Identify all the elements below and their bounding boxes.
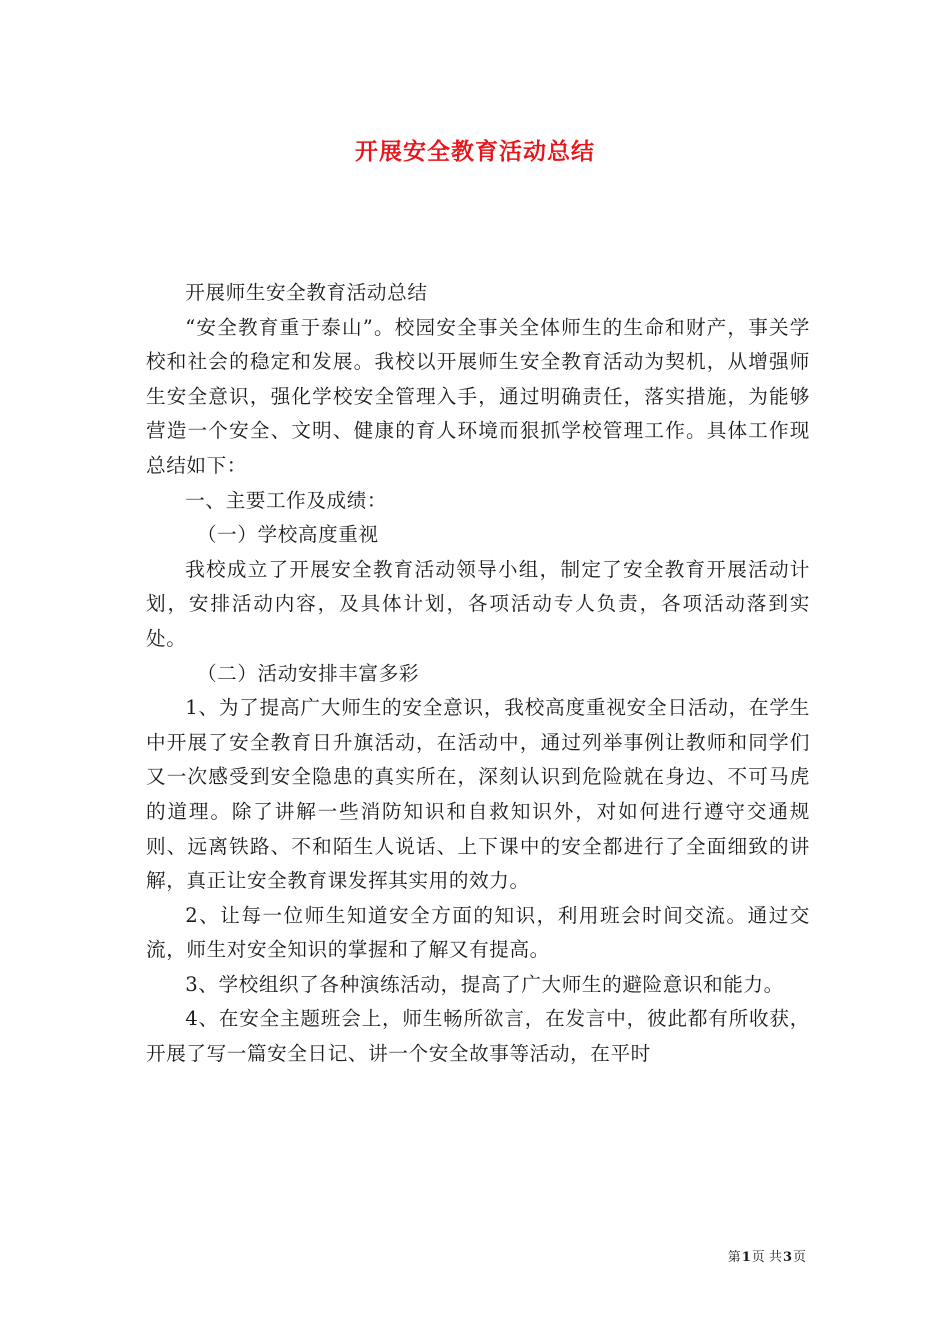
footer-middle: 页 共 xyxy=(751,1250,782,1265)
paragraph-item-2: 2、让每一位师生知道安全方面的知识，利用班会时间交流。通过交流，师生对安全知识的掌握和了解又有提高。 xyxy=(146,903,810,962)
paragraph-intro: “安全教育重于泰山”。校园安全事关全体师生的生命和财产，事关学校和社会的稳定和发展。我校以开展师生安全教育活动为契机，从增强师生安全意识，强化学校安全管理入手，通过明确责任，落实措施，为能够营造一个安全、文明、健康的育人环境而狠抓学校管理工作。具体工作现总结如下： xyxy=(146,315,810,477)
footer-suffix: 页 xyxy=(792,1250,806,1265)
subsection-heading-school-attention: （一）学校高度重视 xyxy=(196,523,379,547)
document-body xyxy=(146,276,810,1072)
paragraph-item-3: 3、学校组织了各种演练活动，提高了广大师生的避险意识和能力。 xyxy=(185,972,784,996)
paragraph-subtitle: 开展师生安全教育活动总结 xyxy=(185,281,428,304)
footer-prefix: 第 xyxy=(727,1250,741,1265)
paragraph-leadership-group: 我校成立了开展安全教育活动领导小组，制定了安全教育开展活动计划，安排活动内容，及具体计划，各项活动专人负责，各项活动落到实处。 xyxy=(146,557,810,650)
paragraph-item-4: 4、在安全主题班会上，师生畅所欲言，在发言中，彼此都有所收获，开展了写一篇安全日记、讲一个安全故事等活动，在平时 xyxy=(146,1007,810,1066)
document-title: 开展安全教育活动总结 xyxy=(355,138,595,165)
subsection-heading-activities: （二）活动安排丰富多彩 xyxy=(196,661,420,685)
section-heading-main-work: 一、主要工作及成绩： xyxy=(185,488,388,512)
page-footer xyxy=(728,1246,806,1265)
footer-current-page: 1 xyxy=(741,1250,751,1265)
footer-total-pages: 3 xyxy=(782,1250,792,1265)
paragraph-item-1: 1、为了提高广大师生的安全意识，我校高度重视安全日活动，在学生中开展了安全教育日升旗活动，在活动中，通过列举事例让教师和同学们又一次感受到安全隐患的真实所在，深刻认识到危险就在身边、不可马虎的道理。除了讲解一些消防知识和自救知识外，对如何进行遵守交通规则、远离铁路、不和陌生人说话、上下课中的安全都进行了全面细致的讲解，真正让安全教育课发挥其实用的效力。 xyxy=(146,696,810,893)
